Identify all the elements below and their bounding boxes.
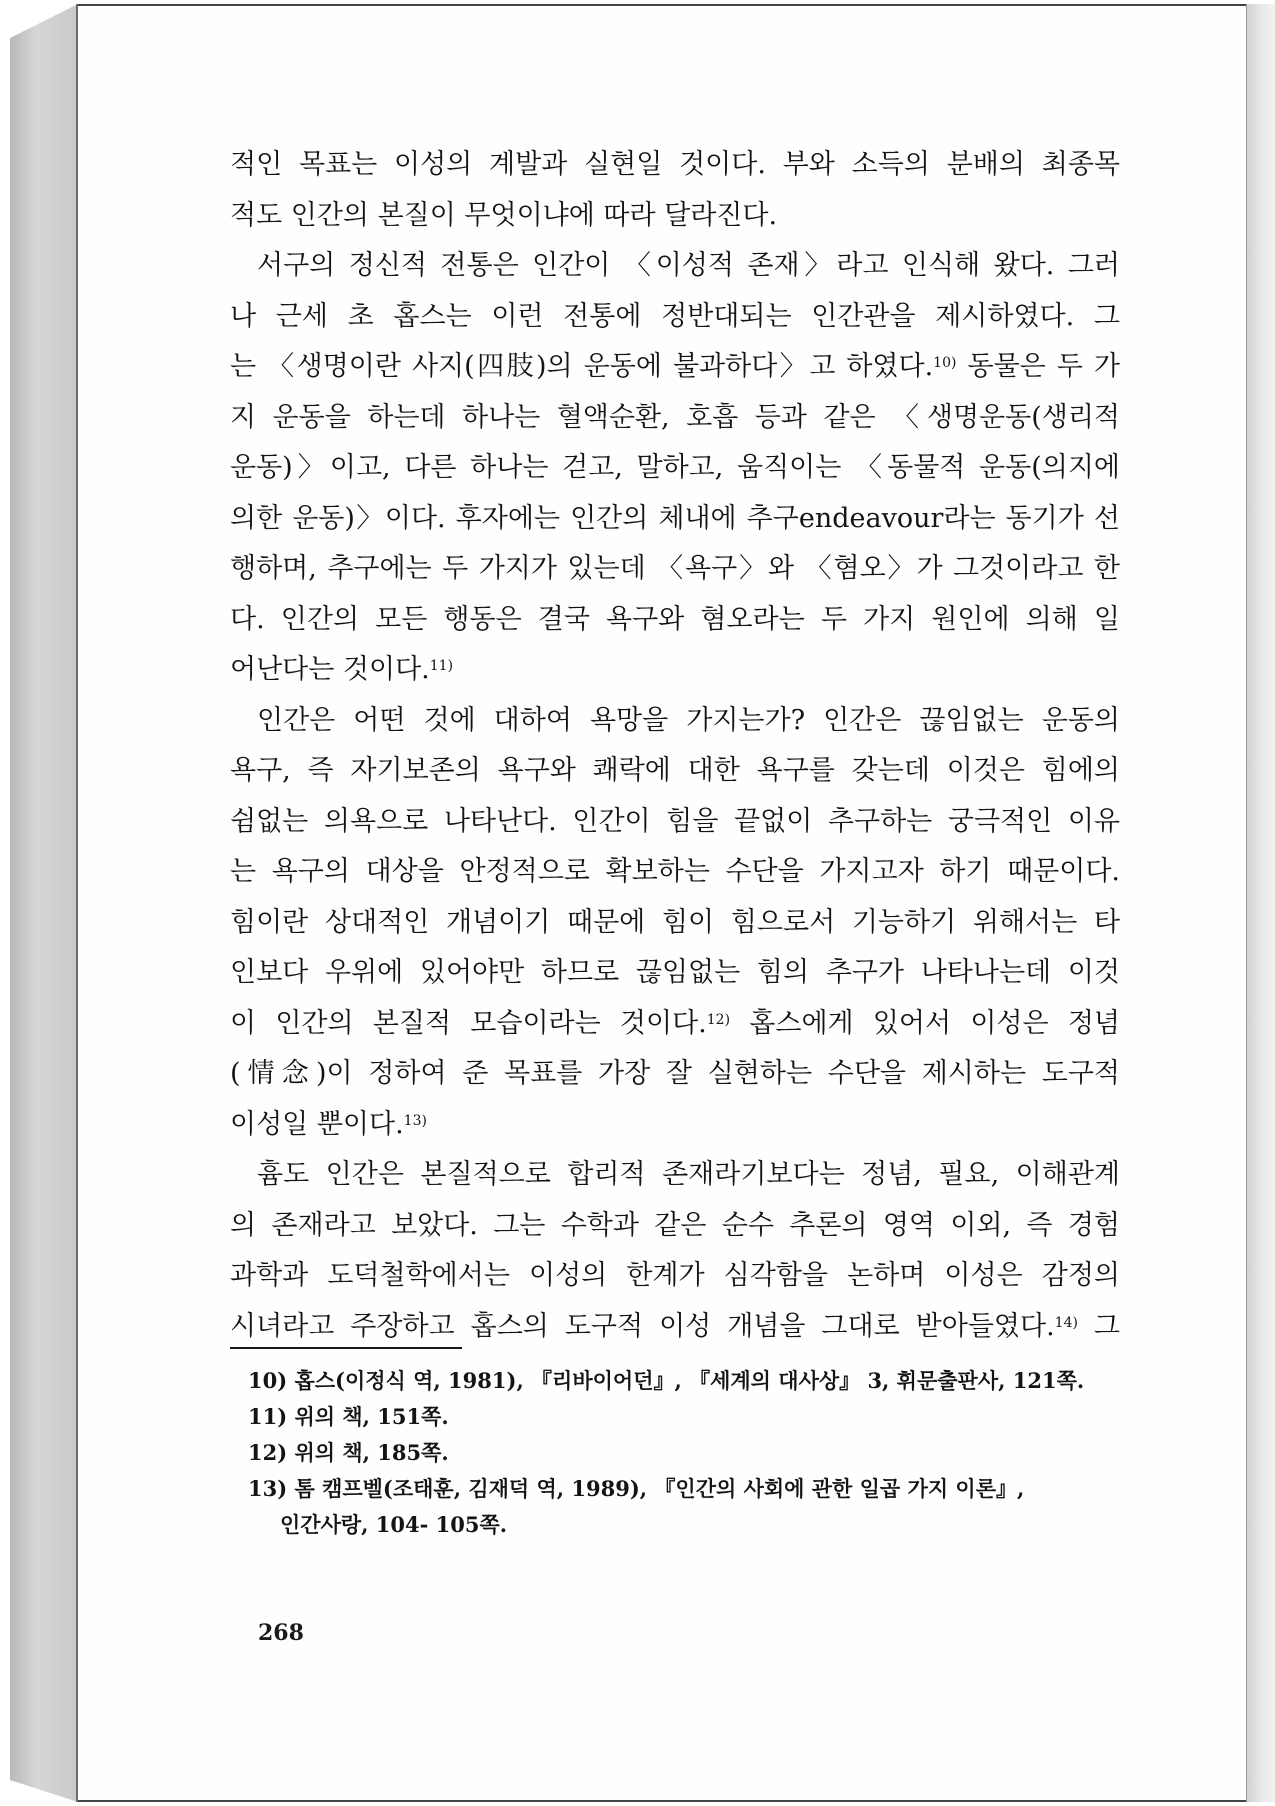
body-text <box>230 140 1120 1352</box>
page-number: 268 <box>258 1620 304 1646</box>
text-line: 쉼없는 의욕으로 나타난다. 인간이 힘을 끝없이 추구하는 궁극적인 이유 <box>230 805 1120 837</box>
footnote-continuation: 인간사랑, 104- 105쪽. <box>280 1512 508 1537</box>
text-line: 는 〈생명이란 사지(四肢)의 운동에 불과하다〉고 하였다.$^{10)}$ 동물은 두 가 <box>230 351 1120 382</box>
text-line: 의한 운동)〉이다. 후자에는 인간의 체내에 추구endeavour라는 동기가 선 <box>230 502 1120 534</box>
footnote: 10) 홉스(이정식 역, 1981), 『리바이어던』, 『세계의 대사상』 3, 휘문출판사, 121쪽. <box>248 1368 1085 1393</box>
book-spine <box>10 4 78 1802</box>
footnote-ref: 11) <box>429 658 454 674</box>
text-line: 인보다 우위에 있어야만 하므로 끊임없는 힘의 추구가 나타나는데 이것 <box>230 957 1120 988</box>
text-line: 적인 목표는 이성의 계발과 실현일 것이다. 부와 소득의 분배의 최종목 <box>230 149 1120 180</box>
footnote: 11) 위의 책, 151쪽. <box>248 1404 449 1429</box>
text-line: 힘이란 상대적인 개념이기 때문에 힘이 힘으로서 기능하기 위해서는 타 <box>230 906 1120 938</box>
text-line: 인간은 어떤 것에 대하여 욕망을 가지는가? 인간은 끊임없는 운동의 <box>257 704 1120 736</box>
page-edge-shadow <box>1246 4 1275 1802</box>
text-line: 이성일 뿐이다.$^{13)}$ <box>230 1108 427 1140</box>
text-line: 서구의 정신적 전통은 인간이 〈이성적 존재〉라고 인식해 왔다. 그러 <box>257 250 1120 281</box>
text-line: 지 운동을 하는데 하나는 혈액순환, 호흡 등과 같은 〈생명운동(생리적 <box>230 401 1120 433</box>
text-line: 다. 인간의 모든 행동은 결국 욕구와 혐오라는 두 가지 원인에 의해 일 <box>230 603 1120 635</box>
text-line: 적도 인간의 본질이 무엇이냐에 따라 달라진다. <box>230 199 778 231</box>
text-line: 흄도 인간은 본질적으로 합리적 존재라기보다는 정념, 필요, 이해관계 <box>257 1159 1120 1190</box>
footnote-ref: 13) <box>403 1112 427 1129</box>
footnote: 13) 톰 캠프벨(조태훈, 김재덕 역, 1989), 『인간의 사회에 관한 일곱 가지 이론』, <box>248 1476 1025 1501</box>
footnote-ref: 14) <box>1054 1314 1078 1331</box>
footnotes <box>248 1363 1128 1543</box>
text-line: 이 인간의 본질적 모습이라는 것이다.$^{12)}$ 홉스에게 있어서 이성은 정념 <box>230 1007 1120 1039</box>
text-line: (情念)이 정하여 준 목표를 가장 잘 실현하는 수단을 제시하는 도구적 <box>230 1058 1120 1089</box>
footnote-ref: 12) <box>706 1011 731 1028</box>
footnote-divider <box>230 1347 462 1349</box>
text-line: 행하며, 추구에는 두 가지가 있는데 〈욕구〉와 〈혐오〉가 그것이라고 한 <box>230 553 1120 584</box>
text-line: 운동)〉이고, 다른 하나는 걷고, 말하고, 움직이는 〈동물적 운동(의지에 <box>230 452 1120 483</box>
text-line: 시녀라고 주장하고 홉스의 도구적 이성 개념을 그대로 받아들였다.$^{14)}$ 그 <box>230 1310 1120 1342</box>
text-line: 과학과 도덕철학에서는 이성의 한계가 심각함을 논하며 이성은 감정의 <box>230 1260 1120 1291</box>
text-line: 나 근세 초 홉스는 이런 전통에 정반대되는 인간관을 제시하였다. 그 <box>230 300 1120 332</box>
text-line: 의 존재라고 보았다. 그는 수학과 같은 순수 추론의 영역 이외, 즉 경험 <box>230 1209 1120 1241</box>
text-line: 어난다는 것이다.$^{11)}$ <box>230 654 454 685</box>
text-line: 욕구, 즉 자기보존의 욕구와 쾌락에 대한 욕구를 갖는데 이것은 힘에의 <box>230 755 1120 786</box>
footnote: 12) 위의 책, 185쪽. <box>248 1440 449 1465</box>
footnote-ref: 10) <box>933 355 957 371</box>
text-line: 는 욕구의 대상을 안정적으로 확보하는 수단을 가지고자 하기 때문이다. <box>230 856 1120 887</box>
